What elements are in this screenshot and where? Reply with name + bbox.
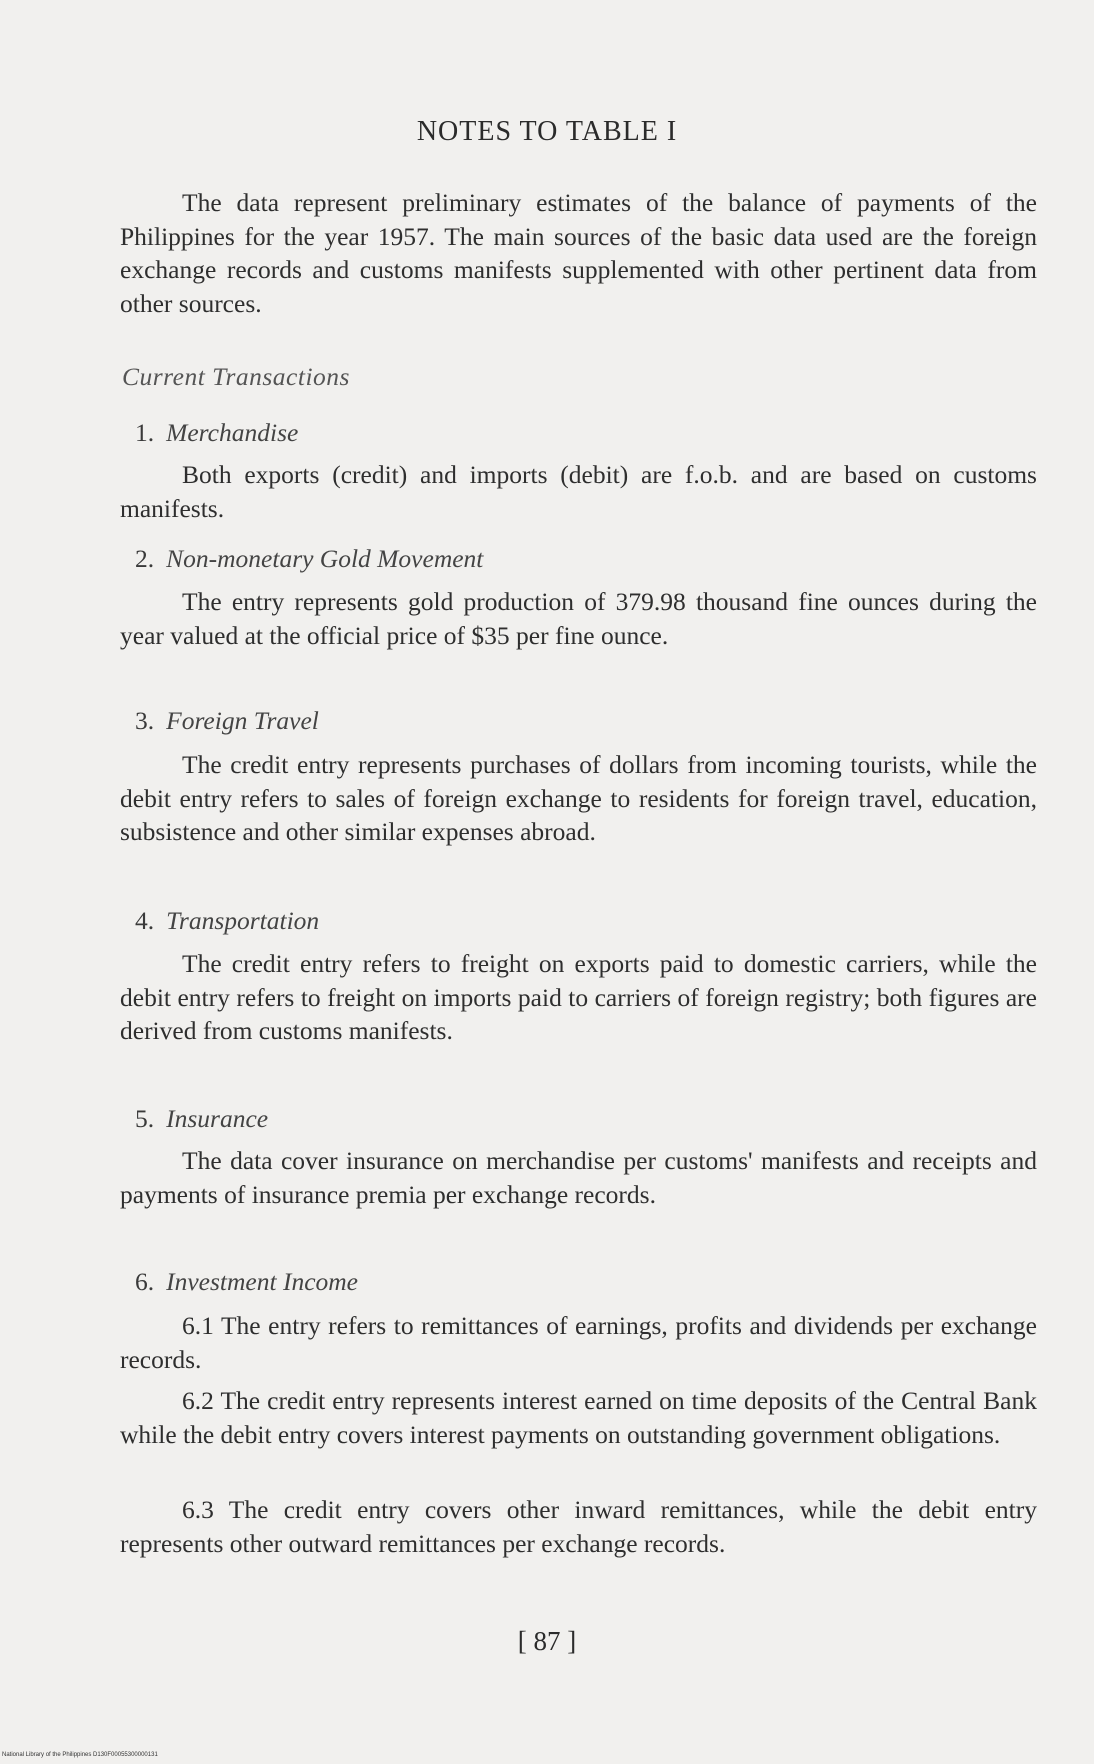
item-heading-gold — [135, 544, 483, 574]
item-text: The credit entry refers to freight on exports paid to domestic carriers, while the debit entry refers to freight on imports paid to carriers of foreign registry; both figures are derived from customs manifests. — [120, 949, 1037, 1045]
item-number: 6. — [135, 1267, 155, 1296]
page-number: [ 87 ] — [517, 1626, 577, 1656]
item-heading-travel — [135, 706, 319, 736]
item-number: 1. — [135, 418, 155, 447]
item-number: 5. — [135, 1104, 155, 1133]
item-text: The credit entry represents purchases of dollars from incoming tourists, while the debit entry refers to sales of foreign exchange to residents for foreign travel, education, subsistence and other similar expenses abroad. — [120, 750, 1037, 846]
item-number: 2. — [135, 544, 155, 573]
item-paragraph-gold — [120, 585, 1037, 652]
item-paragraph-merchandise — [120, 458, 1037, 525]
item-text: 6.1 The entry refers to remittances of earnings, profits and dividends per exchange records. — [120, 1311, 1037, 1374]
item-number: 4. — [135, 906, 155, 935]
item-heading-merchandise — [135, 418, 298, 448]
item-text: 6.3 The credit entry covers other inward remittances, while the debit entry represents other outward remittances per exchange records. — [120, 1495, 1037, 1558]
item-paragraph-transportation — [120, 947, 1037, 1048]
item-title: Transportation — [166, 906, 320, 935]
intro-text: The data represent preliminary estimates of the balance of payments of the Philippines for the year 1957. The main sources of the basic data used are the foreign exchange records and customs manifests supplemented with other pertinent data from other sources. — [120, 188, 1037, 318]
item-paragraph-investment-3 — [120, 1493, 1037, 1560]
item-heading-insurance — [135, 1104, 268, 1134]
item-paragraph-investment-2 — [120, 1384, 1037, 1451]
item-paragraph-insurance — [120, 1144, 1037, 1211]
item-title: Insurance — [166, 1104, 269, 1133]
footer-credit: National Library of the Philippines D130F00055300000131 — [2, 1752, 158, 1758]
item-text: The entry represents gold production of 379.98 thousand fine ounces during the year valued at the official price of $35 per fine ounce. — [120, 587, 1037, 650]
item-heading-transportation — [135, 906, 319, 936]
item-text: The data cover insurance on merchandise per customs' manifests and receipts and payments of insurance premia per exchange records. — [120, 1146, 1037, 1209]
item-text: Both exports (credit) and imports (debit) are f.o.b. and are based on customs manifests. — [120, 460, 1037, 523]
intro-paragraph — [120, 186, 1037, 320]
item-text: 6.2 The credit entry represents interest earned on time deposits of the Central Bank while the debit entry covers interest payments on outstanding government obligations. — [120, 1386, 1037, 1449]
section-heading: Current Transactions — [122, 362, 350, 391]
item-paragraph-travel — [120, 748, 1037, 849]
item-title: Merchandise — [166, 418, 299, 447]
item-title: Investment Income — [166, 1267, 358, 1296]
item-title: Non-monetary Gold Movement — [166, 544, 484, 573]
item-heading-investment — [135, 1267, 358, 1297]
page-title: NOTES TO TABLE I — [416, 116, 678, 147]
item-title: Foreign Travel — [166, 706, 319, 735]
item-paragraph-investment-1 — [120, 1309, 1037, 1376]
item-number: 3. — [135, 706, 155, 735]
